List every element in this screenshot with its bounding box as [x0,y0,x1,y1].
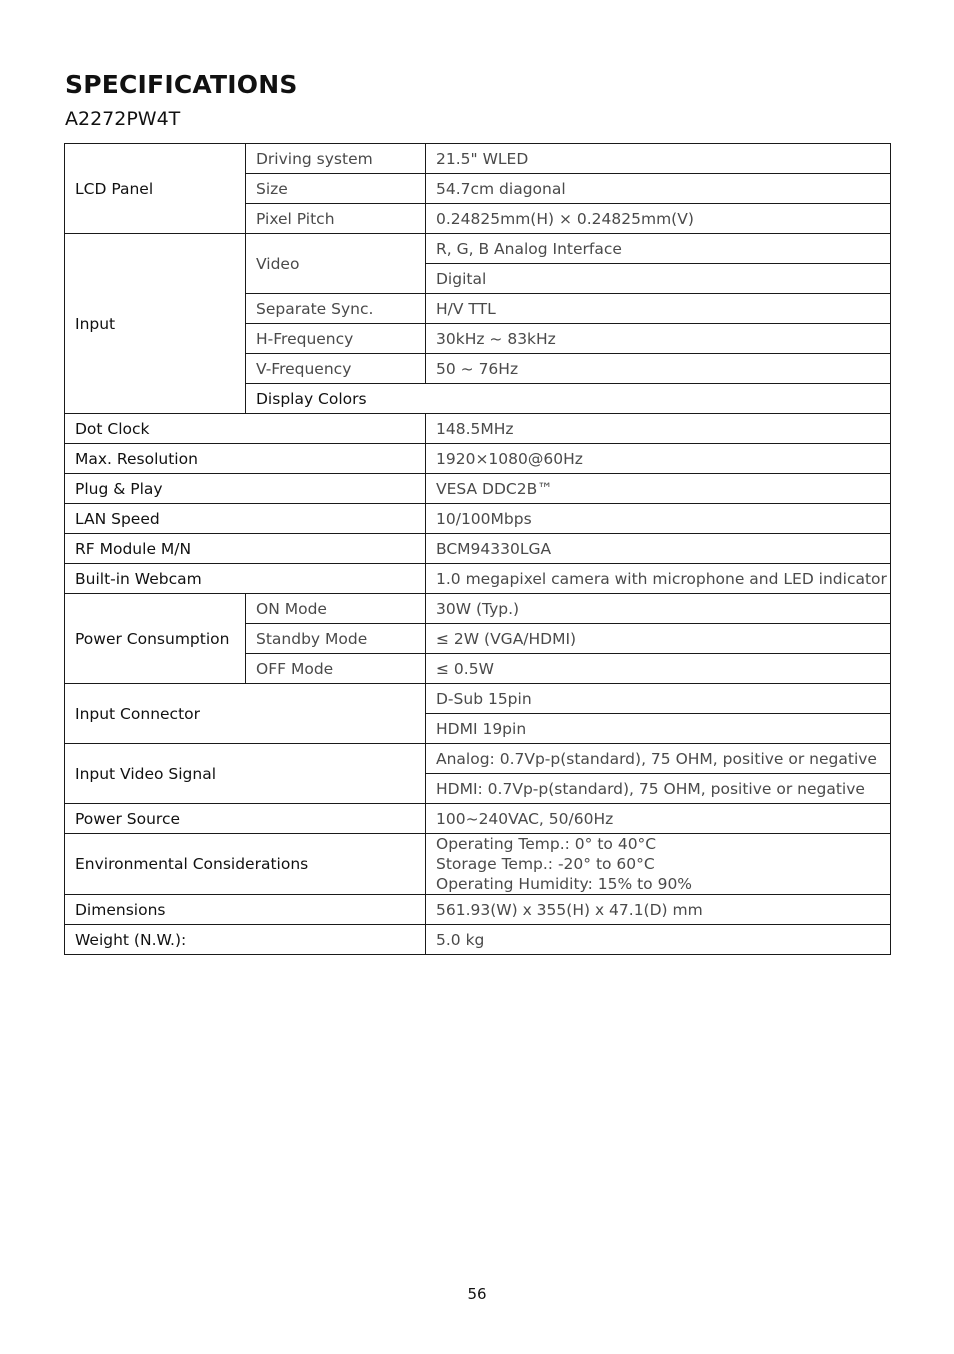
power-source-label: Power Source [65,804,426,834]
lcd-panel-label: LCD Panel [65,144,246,234]
model-name: A2272PW4T [65,108,181,130]
page-number: 56 [467,1285,487,1303]
input-connector-label: Input Connector [65,684,426,744]
standby-mode-value: ≤ 2W (VGA/HDMI) [426,624,891,654]
table-row [65,834,891,895]
weight-value: 5.0 kg [426,925,891,955]
size-value: 54.7cm diagonal [426,174,891,204]
table-row [65,144,891,174]
webcam-value: 1.0 megapixel camera with microphone and LED indicator [426,564,891,594]
display-colors-label: Display Colors [246,384,891,414]
plug-play-value: VESA DDC2B™ [426,474,891,504]
plug-play-label: Plug & Play [65,474,426,504]
table-row [65,925,891,955]
table-row [65,744,891,774]
input-label: Input [65,234,246,414]
lan-speed-value: 10/100Mbps [426,504,891,534]
on-mode-value: 30W (Typ.) [426,594,891,624]
separate-sync-value: H/V TTL [426,294,891,324]
power-source-value: 100~240VAC, 50/60Hz [426,804,891,834]
max-resolution-value: 1920×1080@60Hz [426,444,891,474]
dot-clock-label: Dot Clock [65,414,426,444]
dimensions-label: Dimensions [65,895,426,925]
video-analog-value: R, G, B Analog Interface [426,234,891,264]
dsub-value: D-Sub 15pin [426,684,891,714]
max-resolution-label: Max. Resolution [65,444,426,474]
video-label: Video [246,234,426,294]
dimensions-value: 561.93(W) x 355(H) x 47.1(D) mm [426,895,891,925]
rf-module-value: BCM94330LGA [426,534,891,564]
size-label: Size [246,174,426,204]
table-row [65,564,891,594]
environmental-label: Environmental Considerations [65,834,426,895]
v-frequency-value: 50 ~ 76Hz [426,354,891,384]
hdmi-connector-value: HDMI 19pin [426,714,891,744]
standby-mode-label: Standby Mode [246,624,426,654]
power-consumption-label: Power Consumption [65,594,246,684]
table-row [65,684,891,714]
page-title: SPECIFICATIONS [65,70,298,99]
pixel-pitch-label: Pixel Pitch [246,204,426,234]
environmental-value [426,834,891,895]
table-row [65,234,891,264]
storage-temp: Storage Temp.: -20° to 60°C [436,855,655,873]
table-row [65,414,891,444]
dot-clock-value: 148.5MHz [426,414,891,444]
table-row [65,504,891,534]
h-frequency-value: 30kHz ~ 83kHz [426,324,891,354]
weight-label: Weight (N.W.): [65,925,426,955]
v-frequency-label: V-Frequency [246,354,426,384]
operating-temp: Operating Temp.: 0° to 40°C [436,835,657,853]
specifications-table [64,143,891,955]
input-video-signal-label: Input Video Signal [65,744,426,804]
lan-speed-label: LAN Speed [65,504,426,534]
on-mode-label: ON Mode [246,594,426,624]
rf-module-label: RF Module M/N [65,534,426,564]
hdmi-signal-value: HDMI: 0.7Vp-p(standard), 75 OHM, positive or negative [426,774,891,804]
video-digital-value: Digital [426,264,891,294]
table-row [65,594,891,624]
table-row [65,804,891,834]
table-row [65,895,891,925]
table-row [65,534,891,564]
table-row [65,444,891,474]
operating-humidity: Operating Humidity: 15% to 90% [436,875,693,893]
table-row [65,474,891,504]
h-frequency-label: H-Frequency [246,324,426,354]
separate-sync-label: Separate Sync. [246,294,426,324]
driving-system-label: Driving system [246,144,426,174]
webcam-label: Built-in Webcam [65,564,426,594]
analog-signal-value: Analog: 0.7Vp-p(standard), 75 OHM, positive or negative [426,744,891,774]
driving-system-value: 21.5" WLED [426,144,891,174]
off-mode-label: OFF Mode [246,654,426,684]
off-mode-value: ≤ 0.5W [426,654,891,684]
pixel-pitch-value: 0.24825mm(H) × 0.24825mm(V) [426,204,891,234]
